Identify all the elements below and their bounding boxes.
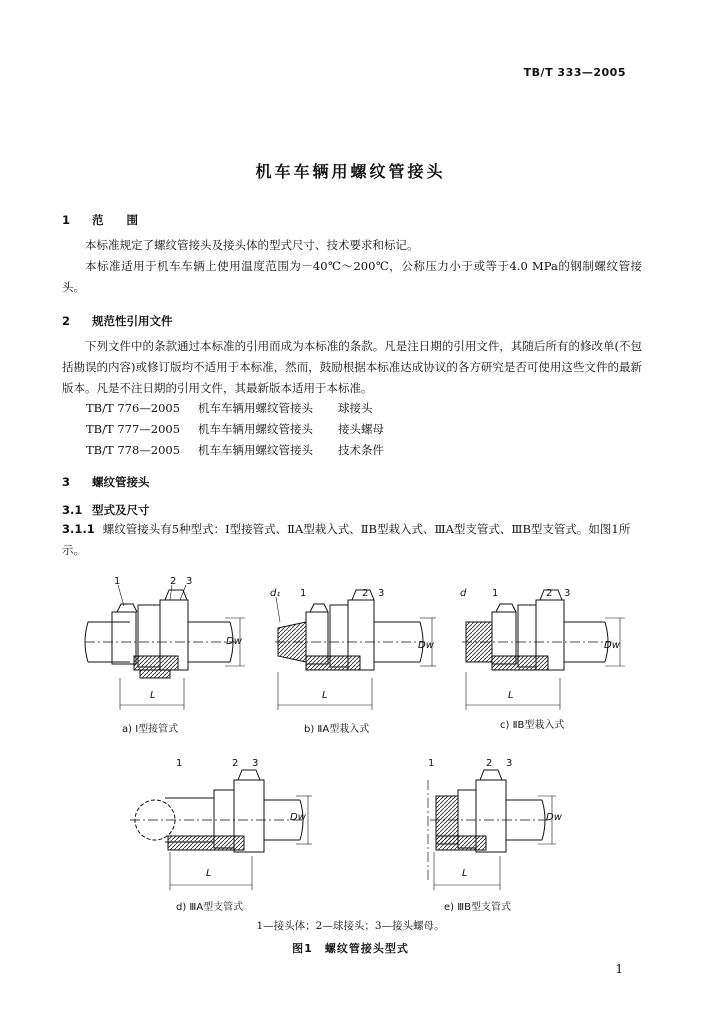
- dimension-dw: Dw: [290, 812, 306, 823]
- drawing-c: [462, 590, 625, 710]
- clause-3-1-1: [62, 519, 642, 561]
- reference-part: 接头螺母: [338, 422, 384, 436]
- reference-item: [86, 442, 384, 458]
- paragraph: 本标准规定了螺纹管接头及接头体的型式尺寸、技术要求和标记。: [85, 238, 419, 252]
- section-number: 3.1: [62, 503, 83, 517]
- reference-name: 机车车辆用螺纹管接头: [198, 443, 313, 457]
- callout-2: 2: [232, 758, 239, 769]
- clause-text: 螺纹管接头有5种型式：Ⅰ型接管式、ⅡA型栽入式、ⅡB型栽入式、ⅢA型支管式、ⅢB型支管式。如图1所示。: [62, 522, 631, 557]
- reference-name: 机车车辆用螺纹管接头: [198, 422, 313, 436]
- clause-number: 3.1.1: [62, 522, 95, 536]
- reference-name: 机车车辆用螺纹管接头: [198, 401, 313, 415]
- dimension-dw: Dw: [546, 812, 562, 823]
- figure-legend: 1—接头体；2—球接头；3—接头螺母。: [256, 920, 445, 932]
- callout-1: 1: [300, 588, 307, 599]
- subsection-3-1-heading: [62, 502, 150, 518]
- section-2-body: [62, 336, 642, 399]
- section-title: 规范性引用文件: [92, 314, 173, 328]
- dimension-l: L: [150, 690, 156, 701]
- caption-b: b) ⅡA型栽入式: [304, 724, 370, 735]
- dimension-l: L: [462, 868, 468, 879]
- caption-a: a) Ⅰ型接管式: [122, 724, 179, 735]
- dimension-d: d: [460, 588, 467, 599]
- caption-d: d) ⅢA型支管式: [176, 902, 244, 913]
- callout-3: 3: [378, 588, 385, 599]
- dimension-l: L: [206, 868, 212, 879]
- section-number: 2: [62, 314, 71, 328]
- section-title: 范 围: [92, 213, 138, 227]
- drawing-a: [85, 585, 245, 710]
- drawing-d: [130, 770, 312, 890]
- callout-1: 1: [176, 758, 183, 769]
- callout-1: 1: [428, 758, 435, 769]
- reference-code: TB/T 777—2005: [86, 422, 181, 436]
- callout-3: 3: [252, 758, 259, 769]
- callout-2: 2: [170, 576, 177, 587]
- callout-3: 3: [506, 758, 513, 769]
- dimension-dw: Dw: [604, 640, 620, 651]
- dimension-l: L: [508, 690, 514, 701]
- document-title: 机车车辆用螺纹管接头: [255, 162, 446, 181]
- callout-3: 3: [564, 588, 571, 599]
- section-title: 螺纹管接头: [92, 475, 150, 489]
- callout-1: 1: [492, 588, 499, 599]
- section-1-body: [62, 235, 642, 298]
- section-3-heading: [62, 474, 150, 490]
- reference-item: [86, 400, 373, 416]
- paragraph: 本标准适用于机车车辆上使用温度范围为－40℃～200℃，公称压力小于或等于4.0 MPa的钢制螺纹管接头。: [62, 259, 642, 294]
- reference-item: [86, 421, 384, 437]
- callout-3: 3: [186, 576, 193, 587]
- page-number: 1: [615, 962, 623, 976]
- section-title: 型式及尺寸: [92, 503, 150, 517]
- callout-2: 2: [486, 758, 493, 769]
- caption-e: e) ⅢB型支管式: [444, 902, 511, 913]
- section-2-heading: [62, 313, 173, 329]
- section-number: 3: [62, 475, 71, 489]
- figure-title: 图1 螺纹管接头型式: [292, 942, 409, 955]
- dimension-l: L: [322, 690, 328, 701]
- callout-1: 1: [114, 576, 121, 587]
- reference-code: TB/T 778—2005: [86, 443, 181, 457]
- section-number: 1: [62, 213, 71, 227]
- caption-c: c) ⅡB型栽入式: [500, 720, 565, 731]
- dimension-d1: d₁: [270, 588, 281, 599]
- callout-2: 2: [546, 588, 553, 599]
- callout-2: 2: [362, 588, 369, 599]
- drawing-e: [428, 770, 556, 890]
- reference-part: 技术条件: [338, 443, 384, 457]
- reference-part: 球接头: [338, 401, 373, 415]
- reference-code: TB/T 776—2005: [86, 401, 181, 415]
- paragraph: 下列文件中的条款通过本标准的引用而成为本标准的条款。凡是注日期的引用文件，其随后所有的修改单(不包括勘误的内容)或修订版均不适用于本标准，然而，鼓励根据本标准达成协议的各方研究是否可使用这些文件的最新版本。凡是不注日期的引用文件，其最新版本适用于本标准。: [62, 339, 642, 395]
- drawing-b: [275, 590, 436, 710]
- dimension-dw: Dw: [226, 636, 242, 647]
- section-1-heading: [62, 212, 138, 228]
- standard-number: TB/T 333—2005: [523, 66, 626, 79]
- dimension-dw: Dw: [418, 640, 434, 651]
